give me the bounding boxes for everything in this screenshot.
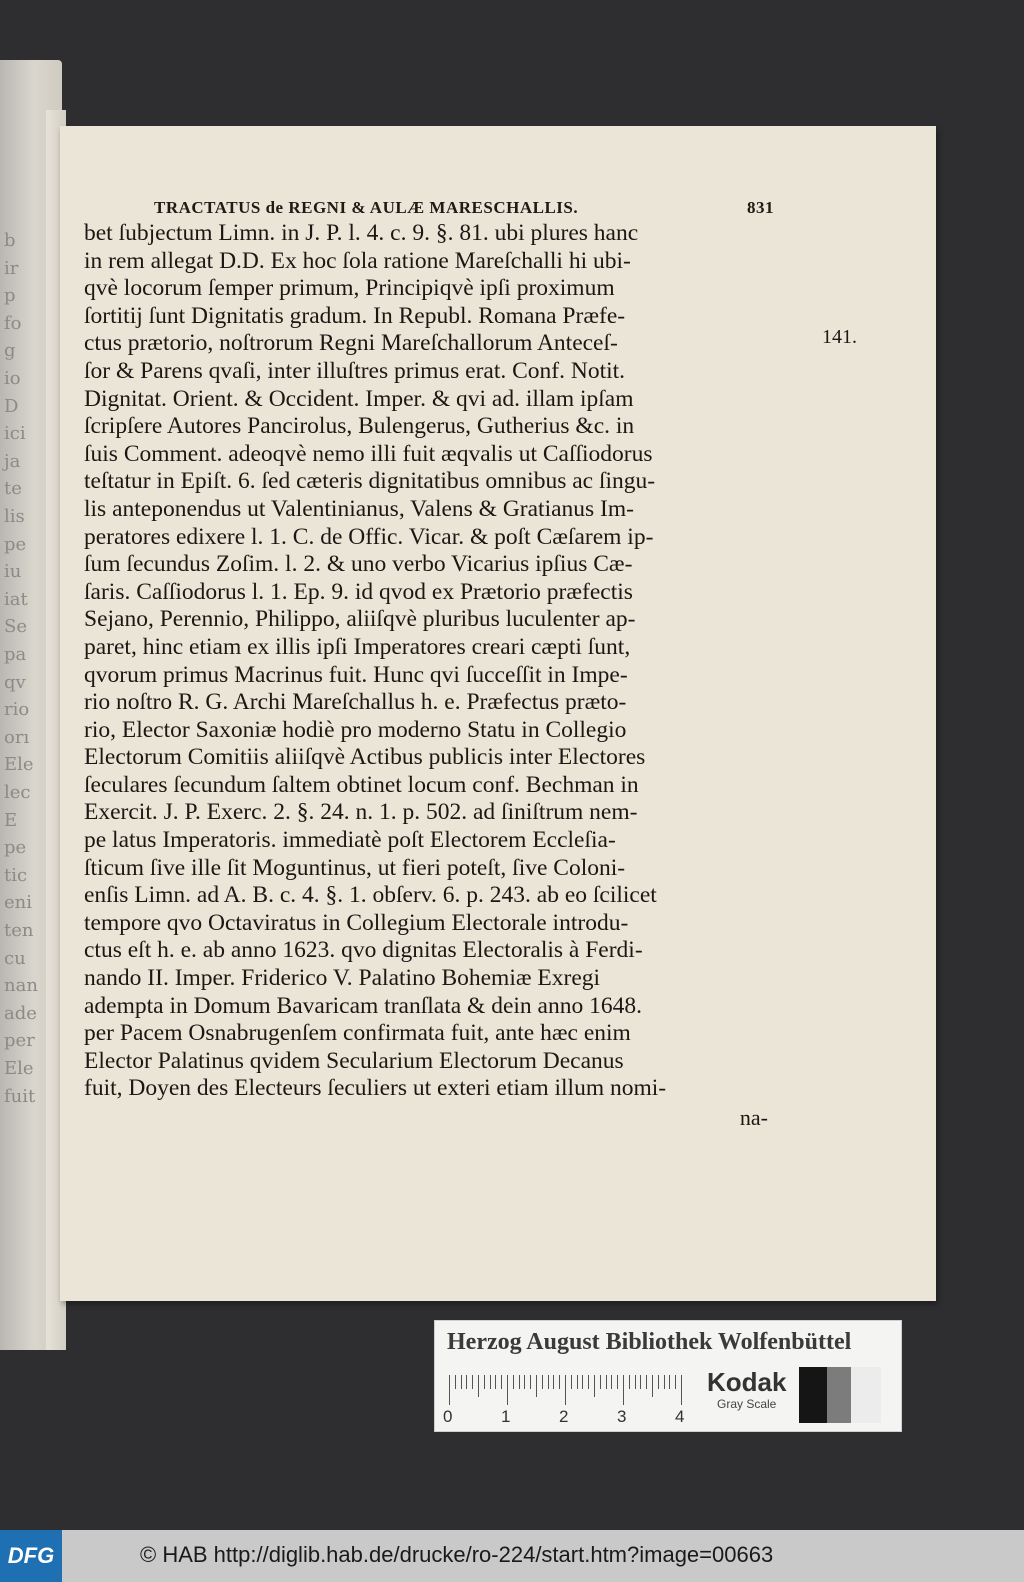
scale-tick [495, 1375, 496, 1389]
running-head-title: TRACTATUS de REGNI & AULÆ MARESCHALLIS. [154, 198, 579, 217]
scale-tick [472, 1375, 473, 1389]
scale-tick [640, 1375, 641, 1389]
scale-tick [611, 1375, 612, 1389]
gray-patch-black [799, 1367, 827, 1423]
adjacent-page-fragment: pe [4, 533, 27, 555]
text-line: Exercit. J. P. Exerc. 2. §. 24. n. 1. p. 502. ad ſiniſtrum nem- [84, 799, 638, 826]
color-scale-target [434, 1320, 902, 1432]
text-line: bet ſubjectum Limn. in J. P. l. 4. c. 9. §. 81. ubi plures hanc [84, 220, 639, 246]
adjacent-page-fragment: Ele [4, 1058, 34, 1079]
scale-number: 1 [501, 1407, 511, 1426]
scale-tick [681, 1375, 682, 1405]
adjacent-page-fragment: E [4, 809, 18, 831]
scale-tick [478, 1375, 479, 1397]
scale-number: 3 [617, 1407, 627, 1426]
adjacent-page-fragment: g [4, 340, 16, 362]
gray-patch-light [851, 1367, 881, 1423]
text-line: ſaris. Caſſiodorus l. 1. Ep. 9. id qvod ex Prætorio præfectis [84, 578, 633, 605]
text-line: peratores edixere l. 1. C. de Offic. Vicar. & poſt Cæſarem ip- [84, 523, 654, 550]
adjacent-page-fragment: iu [4, 561, 22, 583]
scale-tick [635, 1375, 636, 1389]
scale-tick [501, 1375, 502, 1389]
library-name: Herzog August Bibliothek Wolfenbüttel [447, 1329, 852, 1355]
text-line: Elector Palatinus qvidem Secularium Electorum Decanus [84, 1047, 624, 1074]
scale-tick [623, 1375, 624, 1405]
scale-tick [519, 1375, 520, 1389]
adjacent-page-fragment: orı [4, 726, 30, 748]
gray-patch-mid [827, 1367, 851, 1423]
kodak-logo: Kodak [707, 1367, 787, 1397]
adjacent-page-fragment: per [4, 1030, 35, 1052]
scale-tick [490, 1375, 491, 1389]
text-line: enſis Limn. ad A. B. c. 4. §. 1. obſerv. 6. p. 243. ab eo ſcilicet [84, 882, 657, 909]
page-text-block [84, 198, 774, 1131]
adjacent-page-fragment: eni [4, 892, 33, 914]
text-line: teſtatur in Epiſt. 6. ſed cæteris dignitatibus omnibus ac ſingu- [84, 468, 656, 495]
scale-tick [652, 1375, 653, 1397]
text-line: in rem allegat D.D. Ex hoc ſola ratione Mareſchalli hi ubi- [84, 247, 631, 274]
scale-tick [461, 1375, 462, 1389]
text-line: fuit, Doyen des Electeurs ſeculiers ut exteri etiam illum nomi- [84, 1075, 667, 1102]
text-line: Electorum Comitiis aliiſqvè Actibus publicis inter Electores [84, 744, 646, 771]
scale-tick [513, 1375, 514, 1389]
adjacent-page-fragment: te [4, 478, 22, 500]
scale-tick [669, 1375, 670, 1389]
scale-number: 4 [675, 1407, 685, 1426]
adjacent-page-fragment: ja [4, 450, 21, 472]
text-line: paret, hinc etiam ex illis ipſi Imperatores creari cæpti ſunt, [84, 633, 631, 660]
copyright-url: © HAB http://diglib.hab.de/drucke/ro-224/start.htm?image=00663 [140, 1542, 774, 1567]
scale-tick [617, 1375, 618, 1389]
adjacent-page-fragment: qv [4, 671, 26, 693]
scale-tick [524, 1375, 525, 1389]
adjacent-page-fragment: Se [4, 616, 27, 638]
scale-tick [565, 1375, 566, 1405]
text-line: ſor & Parens qvaſi, inter illuſtres primus erat. Conf. Notit. [84, 357, 626, 384]
scale-tick [588, 1375, 589, 1389]
adjacent-page-fragment: p [4, 285, 16, 307]
adjacent-page-fragment: ade [4, 1002, 37, 1024]
catchword: na- [739, 1105, 768, 1130]
scale-tick [675, 1375, 676, 1389]
text-line: ſortitij ſunt Dignitatis gradum. In Republ. Romana Præfe- [84, 302, 626, 329]
adjacent-page-fragment: lec [4, 782, 31, 803]
adjacent-page-fragment: iat [4, 588, 28, 610]
adjacent-page-fragment: pa [4, 644, 27, 665]
scale-number: 0 [443, 1407, 453, 1426]
scale-tick [530, 1375, 531, 1389]
scale-number: 2 [559, 1407, 569, 1426]
text-line: ctus prætorio, noſtrorum Regni Mareſchallorum Anteceſ- [84, 330, 618, 357]
text-line: nando II. Imper. Friderico V. Palatino Bohemiæ Exregi [84, 965, 601, 992]
scale-tick [455, 1375, 456, 1389]
scale-tick [606, 1375, 607, 1389]
scale-tick [629, 1375, 630, 1389]
adjacent-page-fragment: Ele [4, 754, 34, 776]
scale-tick [449, 1375, 450, 1405]
scale-tick [571, 1375, 572, 1389]
text-line: ſum ſecundus Zoſim. l. 2. & uno verbo Vicarius ipſius Cæ- [84, 551, 633, 578]
scale-tick [548, 1375, 549, 1389]
scale-tick [658, 1375, 659, 1389]
adjacent-page-fragment: fo [4, 312, 22, 334]
scale-tick [559, 1375, 560, 1389]
book-page [60, 126, 936, 1301]
scale-tick [553, 1375, 554, 1389]
page-number: 831 [747, 198, 774, 217]
text-line: lis anteponendus ut Valentinianus, Valens & Gratianus Im- [84, 495, 634, 522]
scale-tick [646, 1375, 647, 1389]
text-line: ctus eſt h. e. ab anno 1623. qvo dignitas Electoralis à Ferdi- [84, 937, 643, 964]
scale-tick [507, 1375, 508, 1405]
adjacent-page-fragment: b [4, 230, 16, 251]
adjacent-page-fragment: pe [4, 837, 27, 859]
scale-ruler [449, 1371, 689, 1405]
scale-tick [484, 1375, 485, 1389]
adjacent-page-fragment: cu [4, 947, 26, 969]
gray-scale-label: Gray Scale [717, 1397, 777, 1411]
scale-tick [577, 1375, 578, 1389]
adjacent-page-fragment: rio [4, 699, 30, 721]
scale-tick [536, 1375, 537, 1397]
scale-tick [542, 1375, 543, 1389]
text-line: ſuis Comment. adeoqvè nemo illi fuit æqvalis ut Caſſiodorus [84, 440, 653, 467]
text-line: adempta in Domum Bavaricam tranſlata & dein anno 1648. [84, 992, 642, 1019]
text-line: qvè locorum ſemper primum, Principiqvè ipſi proximum [84, 275, 615, 302]
scale-numbers [443, 1407, 693, 1427]
adjacent-page-fragment: tic [4, 864, 28, 886]
adjacent-page-fragment: ten [4, 920, 34, 941]
text-line: ſticum ſive ille ſit Moguntinus, ut fieri poteſt, ſive Coloni- [84, 854, 626, 881]
adjacent-page-fragment: io [4, 368, 21, 389]
adjacent-page-fragment: D [4, 395, 19, 417]
adjacent-page-fragment: ici [4, 423, 26, 445]
text-line: qvorum primus Macrinus fuit. Hunc qvi ſucceſſit in Impe- [84, 661, 628, 688]
adjacent-page-fragment: nan [4, 975, 38, 997]
footer-bar [0, 1530, 1024, 1582]
adjacent-page-fragment: fuit [4, 1085, 36, 1107]
text-line: per Pacem Osnabrugenſem confirmata fuit, ante hæc enim [84, 1020, 631, 1047]
scale-tick [466, 1375, 467, 1389]
text-line: ſeculares ſecundum ſaltem obtinet locum conf. Bechman in [84, 771, 639, 798]
text-line: Sejano, Perennio, Philippo, aliiſqvè pluribus luculenter ap- [84, 606, 636, 633]
text-line: tempore qvo Octaviratus in Collegium Electorale introdu- [84, 909, 629, 936]
text-line: rio noſtro R. G. Archi Mareſchallus h. e. Præfectus præto- [84, 689, 627, 716]
adjacent-page-fragment: lis [4, 506, 25, 527]
scale-tick [600, 1375, 601, 1389]
text-line: pe latus Imperatoris. immediatè poſt Electorem Eccleſia- [84, 827, 616, 854]
text-line: ſcripſere Autores Pancirolus, Bulengerus, Gutherius &c. in [84, 413, 635, 440]
body-text [84, 220, 774, 1103]
adjacent-page-fragment: ir [4, 257, 19, 279]
text-line: Dignitat. Orient. & Occident. Imper. & qvi ad. illam ipſam [84, 385, 634, 412]
scale-tick [664, 1375, 665, 1389]
scale-tick [594, 1375, 595, 1397]
text-line: rio, Elector Saxoniæ hodiè pro moderno Statu in Collegio [84, 716, 627, 743]
scale-tick [582, 1375, 583, 1389]
running-head [84, 198, 774, 218]
margin-number: 141. [822, 326, 857, 348]
dfg-logo: DFG [0, 1530, 62, 1582]
